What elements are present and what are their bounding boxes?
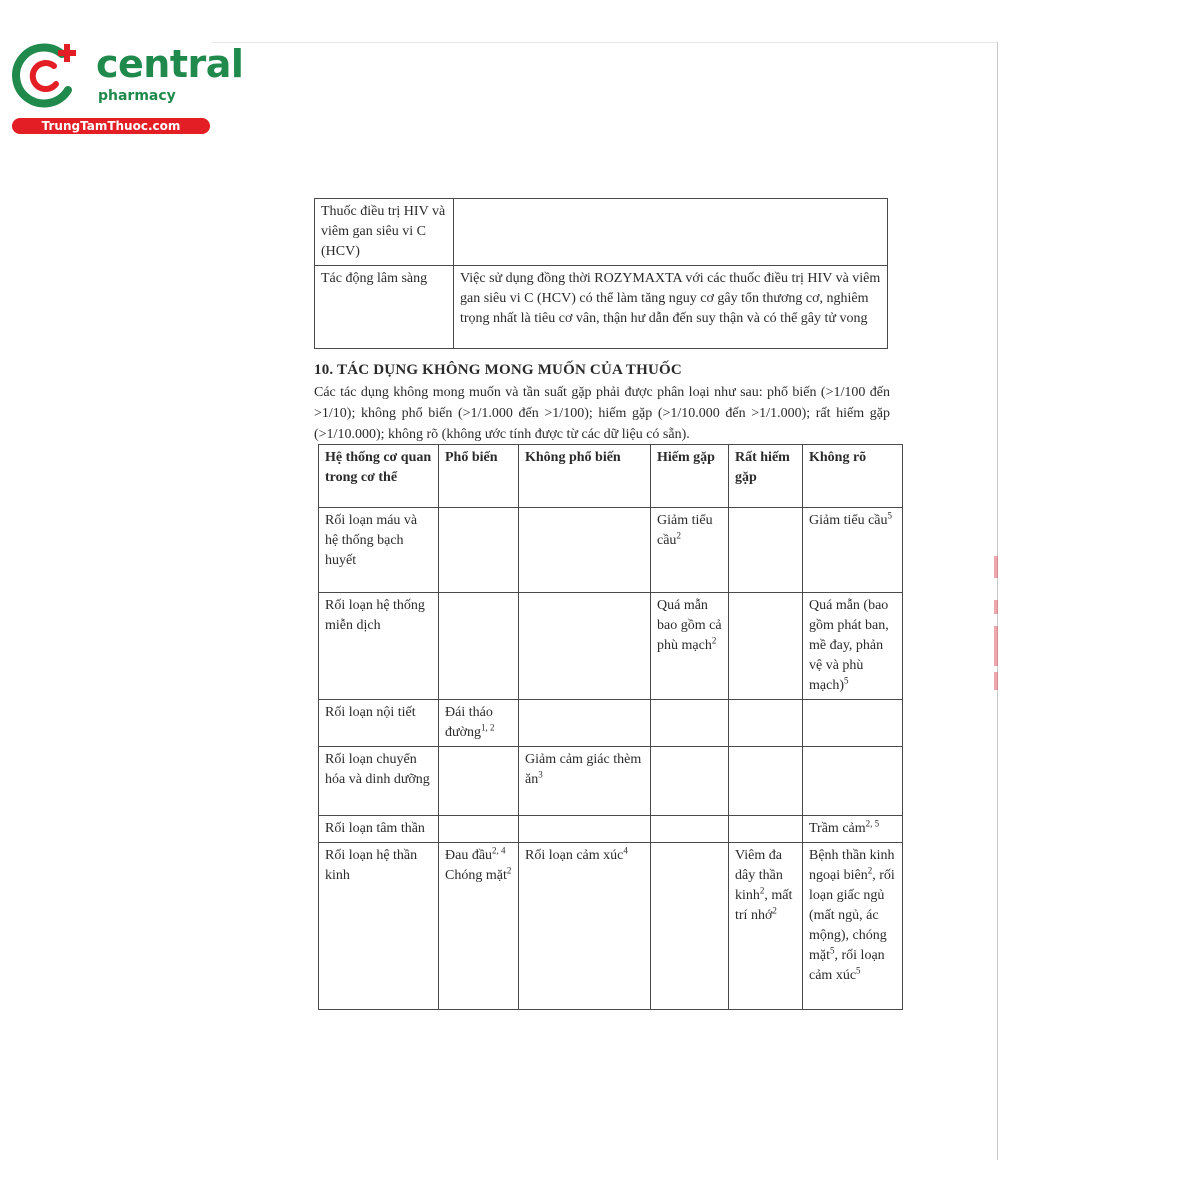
interaction-label: Thuốc điều trị HIV và viêm gan siêu vi C (HCV) (315, 199, 454, 266)
common-cell (439, 508, 519, 593)
rare-cell (651, 593, 729, 700)
effect-text: Quá mẫn (bao gồm phát ban, mề đay, phản vệ và phù mạch) (809, 598, 889, 693)
header-very-rare: Rất hiếm gặp (729, 445, 803, 508)
organ-system-cell: Rối loạn chuyển hóa và dinh dưỡng (319, 747, 439, 816)
reference-superscript: 2 (867, 865, 873, 876)
effect-text: Rối loạn cảm xúc (525, 848, 624, 863)
effect-text: Giảm tiểu cầu (809, 513, 888, 528)
common-cell (439, 593, 519, 700)
unknown-cell (803, 700, 903, 747)
interaction-value: Việc sử dụng đồng thời ROZYMAXTA với các thuốc điều trị HIV và viêm gan siêu vi C (HCV) có thể làm tăng nguy cơ gây tổn thương cơ, nghiêm trọng nhất là tiêu cơ vân, thận hư dẫn đến suy thận và có thể gây tử vong (454, 266, 888, 349)
effect-text: Bệnh thần kinh ngoại biên (809, 848, 895, 883)
central-pharmacy-logo[interactable] (10, 38, 244, 138)
effect-text: Giảm tiểu cầu (657, 513, 713, 548)
common-cell (439, 747, 519, 816)
adverse-effects-table (318, 444, 903, 1010)
reference-superscript: 2 (759, 885, 765, 896)
effect-text: Trầm cảm (809, 821, 866, 836)
ink-bleed-mark (994, 626, 998, 666)
header-rare: Hiếm gặp (651, 445, 729, 508)
logo-url-badge[interactable]: TrungTamThuoc.com (12, 118, 210, 134)
effect-text: Đái tháo đường (445, 705, 493, 740)
table-row (315, 266, 888, 349)
header-common: Phổ biến (439, 445, 519, 508)
rare-cell (651, 700, 729, 747)
unknown-cell (803, 747, 903, 816)
table-row (319, 747, 903, 816)
reference-superscript: 5 (887, 510, 893, 521)
very-rare-cell (729, 843, 803, 1010)
very-rare-cell (729, 747, 803, 816)
table-row (319, 700, 903, 747)
reference-superscript: 1, 2 (481, 722, 495, 733)
very-rare-cell (729, 508, 803, 593)
effect-text: , mất trí nhớ (735, 888, 793, 923)
effect-text: Đau đầu (445, 848, 493, 863)
ink-bleed-mark (994, 600, 998, 614)
very-rare-cell (729, 593, 803, 700)
rare-cell (651, 747, 729, 816)
reference-superscript: 4 (623, 845, 628, 856)
section-intro: Các tác dụng không mong muốn và tần suất gặp phải được phân loại như sau: phổ biến (>1/100 đến >1/10); không phổ biến (>1/1.000 đến >1/100); hiếm gặp (>1/10.000 đến >1/1.000); rất hiếm gặp (>1/10.000); không rõ (không ước tính được từ các dữ liệu có sẵn). (314, 385, 890, 442)
reference-superscript: 5 (856, 965, 861, 976)
common-cell (439, 843, 519, 1010)
interaction-label: Tác động lâm sàng (315, 266, 454, 349)
common-cell (439, 816, 519, 843)
table-row (319, 508, 903, 593)
effect-text: Giảm cảm giác thèm ăn (525, 752, 642, 787)
logo-brand-text: central (96, 42, 244, 86)
unknown-cell (803, 508, 903, 593)
table-row (319, 593, 903, 700)
organ-system-cell: Rối loạn hệ thống miễn dịch (319, 593, 439, 700)
rare-cell (651, 816, 729, 843)
ink-bleed-mark (994, 672, 998, 690)
section-title: 10. TÁC DỤNG KHÔNG MONG MUỐN CỦA THUỐC (314, 362, 682, 378)
reference-superscript: 2 (711, 635, 717, 646)
rare-cell (651, 843, 729, 1010)
reference-superscript: 3 (538, 769, 543, 780)
unknown-cell (803, 593, 903, 700)
effect-text: , rối loạn cảm xúc (809, 948, 885, 983)
very-rare-cell (729, 816, 803, 843)
page-top-edge (212, 42, 998, 43)
organ-system-cell: Rối loạn máu và hệ thống bạch huyết (319, 508, 439, 593)
reference-superscript: 5 (843, 675, 849, 686)
effect-text: Viêm đa dây thần kinh (735, 848, 783, 903)
reference-superscript: 2, 5 (865, 818, 880, 829)
pharmacy-cross-logo-icon (10, 38, 84, 112)
interaction-value (454, 199, 888, 266)
uncommon-cell (519, 508, 651, 593)
ink-bleed-mark (994, 556, 998, 578)
organ-system-cell: Rối loạn hệ thần kinh (319, 843, 439, 1010)
organ-system-cell: Rối loạn nội tiết (319, 700, 439, 747)
uncommon-cell (519, 816, 651, 843)
effect-text: Chóng mặt (445, 868, 507, 883)
adverse-effects-body (319, 508, 903, 1010)
reference-superscript: 2, 4 (492, 845, 506, 856)
logo-sub-text: pharmacy (98, 88, 176, 104)
uncommon-cell (519, 700, 651, 747)
header-organ-system: Hệ thống cơ quan trong cơ thể (319, 445, 439, 508)
uncommon-cell (519, 747, 651, 816)
unknown-cell (803, 816, 903, 843)
effect-text: Quá mẫn bao gồm cả phù mạch (657, 598, 722, 653)
common-cell (439, 700, 519, 747)
table-row (319, 816, 903, 843)
unknown-cell (803, 843, 903, 1010)
uncommon-cell (519, 843, 651, 1010)
table-row (319, 843, 903, 1010)
reference-superscript: 2 (506, 865, 512, 876)
reference-superscript: 2 (772, 905, 777, 916)
rare-cell (651, 508, 729, 593)
organ-system-cell: Rối loạn tâm thần (319, 816, 439, 843)
uncommon-cell (519, 593, 651, 700)
header-unknown: Không rõ (803, 445, 903, 508)
effect-text: , rối loạn giấc ngủ (mất ngủ, ác mộng), chóng mặt (809, 868, 895, 963)
very-rare-cell (729, 700, 803, 747)
reference-superscript: 5 (830, 945, 835, 956)
drug-interaction-table (314, 198, 888, 349)
table-row (315, 199, 888, 266)
table-header-row (319, 445, 903, 508)
reference-superscript: 2 (676, 530, 681, 541)
header-uncommon: Không phổ biến (519, 445, 651, 508)
